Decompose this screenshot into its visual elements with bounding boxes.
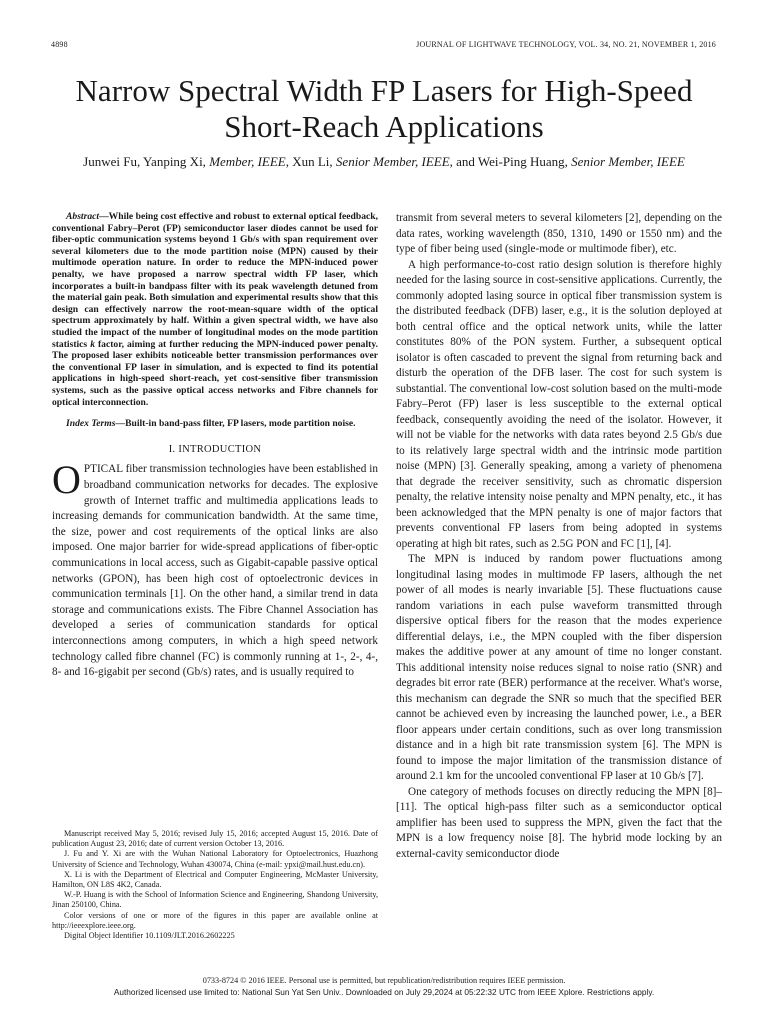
section-heading-introduction: I. INTRODUCTION — [168, 443, 262, 455]
page-number: 4898 — [51, 40, 68, 49]
journal-header: JOURNAL OF LIGHTWAVE TECHNOLOGY, VOL. 34, NO. 21, NOVEMBER 1, 2016 — [416, 40, 716, 49]
author-names-2: , Xun Li, — [285, 154, 336, 169]
footnote-doi: Digital Object Identifier 10.1109/JLT.2016.2602225 — [64, 931, 235, 941]
footnote: Manuscript received May 5, 2016; revised July 15, 2016; accepted August 15, 2016. Date of publication August 23, 2016; date of current version October 13, 2016. — [52, 829, 378, 849]
copyright-notice: 0733-8724 © 2016 IEEE. Personal use is permitted, but republication/redistribution requires IEEE permission. — [202, 976, 566, 985]
author-role-1: Member, IEEE — [209, 154, 286, 169]
body-paragraph: The MPN is induced by random power fluctuations among longitudinal lasing modes in multimode FP lasers, although the net power of all modes is nearly invariable [5]. These fluctuations cause random variations in each pulse waveform transmitted through dispersive optical fibers for the reason that the modes experience differential delays, i.e., the MPN coupled with the fiber dispersion makes the additive power at any amount of time no longer constant. This additional intensity noise reduces signal to noise ratio (SNR) and degrades bit error rate (BER) performance at the receiver. What's worse, this mechanism can degrade the SNR so much that the specified BER cannot be achieved even by increasing the launched power, i.e., a BER floor appears under certain conditions, such as over long transmission distance and in a high bit rate transmission system [6]. The MPN is found to impose the major limitation of the transmission distance of around 2.1 km for the uncooled conventional FP laser at 10 Gb/s [7]. — [396, 553, 722, 782]
footnote: J. Fu and Y. Xi are with the Wuhan National Laboratory for Optoelectronics, Huazhong University of Science and Technology, Wuhan 430074, China (e-mail: ypxi@mail.hust.edu.cn). — [52, 849, 378, 869]
introduction-text: fiber transmission technologies have been established in broadband communication networks for decades. The explosive growth of Internet traffic and multimedia applications leads to increasing demands for communication bandwidth. At the same time, the size, power and cost requirements of the optical links are also imposed. One major barrier for wide-spread applications of fiber-optic communications in local access, such as Gigabit-capable passive optical networks (GPON), has been high cost of optoelectronic devices in communication terminals [1]. On the other hand, a similar trend in data storage and communications exists. The Fibre Channel Association has developed a series of communication standards for optical interconnections among computers, in which a high speed network technology called fibre channel (FC) is commonly running at 1-, 2-, 4-, 8- and 16-gigabit per second (Gb/s) rates, and is usually required to — [52, 463, 378, 679]
body-paragraph: One category of methods focuses on directly reducing the MPN [8]–[11]. The optical high-pass filter such as a semiconductor optical amplifier has been used to suppress the MPN, given the fact that the MPN is a low frequency noise [8]. The hybrid mode locking by an external-cavity semiconductor diode — [396, 785, 722, 860]
index-terms-text: —Built-in band-pass filter, FP lasers, mode partition noise. — [115, 418, 356, 430]
author-names-3: , and Wei-Ping Huang, — [449, 154, 572, 169]
introduction-lead-word: PTICAL — [83, 463, 123, 476]
introduction-paragraph — [52, 457, 378, 680]
abstract-label: Abstract — [66, 211, 100, 222]
abstract-k-symbol: k — [90, 338, 95, 350]
left-column — [52, 211, 378, 681]
footnotes — [52, 829, 378, 941]
footnote: Color versions of one or more of the figures in this paper are available online at http://ieeexplore.ieee.org. — [52, 910, 378, 930]
author-role-2: Senior Member, IEEE — [335, 154, 450, 169]
abstract — [52, 211, 378, 408]
footnote: X. Li is with the Department of Electrical and Computer Engineering, McMaster University, Hamilton, ON L8S 4K2, Canada. — [52, 869, 378, 890]
body-paragraph: A high performance-to-cost ratio design solution is therefore highly needed for the lasing source in cost-sensitive applications. Currently, the commonly adopted lasing source in optical fiber transmission system is the distributed feedback (DFB) laser, e.g., it is the solution deployed at both central office and the optical network units, while the latter constitutes 80% of the PON system. Further, a subsequent optical isolator is often cascaded to prevent the signal from returning back and disturb the operation of the DFB laser. The cost for such system is substantial. The conventional low-cost solution based on the multi-mode Fabry–Perot (FP) laser is less susceptible to the external optical feedback, consequently avoiding the need of the isolator. However, it will not be viable for the networks with data rates beyond 2.5 Gb/s due to its relatively large spectral width and the intrinsic mode partition noise (MPN) [3]. Generally speaking, among a variety of phenomena that degrade the receiver sensitivity, such as chromatic dispersion penalty, the relative intensity noise penalty and MPN penalty, etc., it has been acknowledged that the MPN penalty is one of major factors that prevents conventional FP lasers from being adopted in systems operating at high bit rates, such as 2.5G PON and FC [1], [4]. — [396, 258, 722, 550]
author-line — [40, 154, 728, 170]
index-terms — [52, 418, 378, 430]
body-paragraph: transmit from several meters to several kilometers [2], depending on the data rates, working wavelength (850, 1310, 1490 or 1550 nm) and the type of fiber being used (single-mode or multimode fiber), etc. — [396, 212, 722, 255]
license-notice: Authorized licensed use limited to: National Sun Yat Sen Univ.. Downloaded on July 29,2024 at 05:22:32 UTC from IEEE Xplore. Restrictions apply. — [113, 987, 655, 997]
paper-title: Narrow Spectral Width FP Lasers for High-Speed Short-Reach Applications — [75, 73, 693, 144]
drop-cap: O — [52, 457, 81, 503]
author-names-1: Junwei Fu, Yanping Xi, — [83, 154, 210, 169]
author-role-3: Senior Member, IEEE — [571, 154, 685, 169]
footnote: W.-P. Huang is with the School of Information Science and Engineering, Shandong University, Jinan 250100, China. — [52, 890, 378, 910]
index-terms-label: Index Terms — [66, 418, 116, 430]
right-column — [396, 211, 722, 862]
abstract-text: —While being cost effective and robust to external optical feedback, conventional Fabry–Perot (FP) semiconductor laser diodes cannot be used for fiber-optic communication systems beyond 1 Gb/s with span requirement over several kilometers due to the mode partition noise (MPN) caused by their multimode operation nature. In order to reduce the MPN-induced power penalty, we have proposed a narrow spectral width FP laser, which incorporates a built-in bandpass filter with its peak wavelength detuned from the material gain peak. Both simulation and experimental results show that this design can effectively narrow the root-mean-square width of the optical spectrum approximately by half. Within a given spectral width, we have also studied the impact of the number of longitudinal modes on the mode partition statistics — [52, 211, 378, 350]
abstract-text-2: factor, aiming at further reducing the MPN-induced power penalty. The proposed laser exhibits noticeable better transmission performances over the conventional FP laser in simulation, and is expected to find its potential applications in high-speed short-reach, yet cost-sensitive fiber transmission systems, such as the passive optical access networks and Fibre channels for optical interconnection. — [52, 338, 378, 408]
